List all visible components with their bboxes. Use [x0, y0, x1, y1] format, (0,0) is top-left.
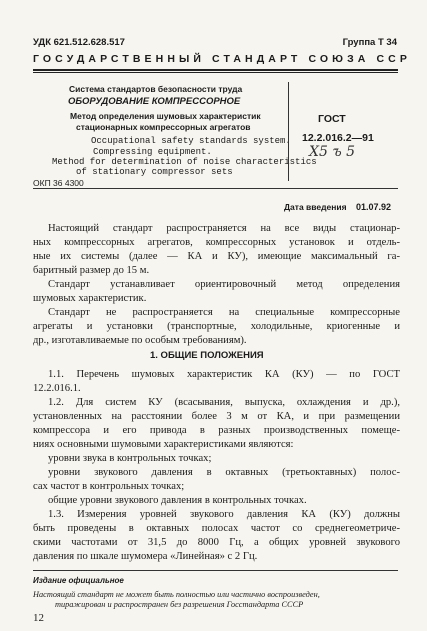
text-line: баритный размер до 15 м. [33, 265, 150, 276]
text-line: быть проведены в октавных полосах частот со среднегеометриче- [33, 523, 400, 534]
section-title: 1. ОБЩИЕ ПОЛОЖЕНИЯ [150, 350, 264, 361]
text-line: Стандарт не распространяется на специальные компрессорные [48, 307, 400, 318]
list-item: сах частот в контрольных точках; [33, 481, 185, 492]
text-line: Настоящий стандарт распространяется на все виды стационар- [48, 223, 400, 234]
udk-code: УДК 621.512.628.517 [33, 37, 125, 48]
okp-code: ОКП 36 4300 [33, 178, 84, 188]
footer-rule [33, 570, 398, 571]
list-item: уровни звука в контрольных точках; [48, 453, 212, 464]
title-block-rule [33, 188, 398, 189]
english-title-line4: of stationary compressor sets [76, 167, 233, 177]
text-line: скими частотами от 31,5 до 8000 Гц, а общих уровней звукового [33, 537, 400, 548]
text-line: 1.3. Измерения уровней звукового давления КА (КУ) должны [48, 509, 400, 520]
list-item: уровни звукового давления в октавных (третьоктавных) полос- [48, 467, 400, 478]
text-line: 12.2.016.1. [33, 383, 81, 394]
gost-label: ГОСТ [318, 113, 346, 125]
method-title-line1: Метод определения шумовых характеристик [70, 111, 261, 121]
method-title-line2: стационарных компрессорных агрегатов [76, 122, 251, 132]
handwritten-note: Х5 ъ 5 [309, 144, 356, 160]
gost-number: 12.2.016.2—91 [302, 132, 374, 144]
text-line: др., изготавливаемые по особым требованиям). [33, 335, 247, 346]
text-line: ные их системы (далее — КА и КУ), имеющие максимальный га- [33, 251, 400, 262]
group-code: Группа Т 34 [342, 37, 397, 48]
system-title: Система стандартов безопасности труда [69, 84, 243, 94]
english-title-line1: Occupational safety standards system. [91, 136, 291, 146]
text-line: ных компрессорных агрегатов, компрессорных установок и отдель- [33, 237, 400, 248]
text-line: ниях основными шумовыми характеристиками являются: [33, 439, 294, 450]
text-line: установленных на расстоянии более 3 м от КА, и при размещении [33, 411, 400, 422]
copyright-line1: Настоящий стандарт не может быть полностью или частично воспроизведен, [33, 590, 320, 599]
intro-date-label: Дата введения [284, 202, 347, 212]
text-line: давления по шкале шумомера «Линейная» с 2 Гц. [33, 551, 258, 562]
english-title-line3: Method for determination of noise characteristics [52, 157, 317, 167]
title-divider [288, 82, 289, 181]
header-rule-thin [33, 72, 398, 73]
copyright-line2: тиражирован и распространен без разрешения Госстандарта СССР [55, 600, 304, 609]
page-number: 12 [33, 612, 44, 624]
edition-note: Издание официальное [33, 576, 124, 585]
text-line: Стандарт устанавливает ориентировочный метод определения [48, 279, 400, 290]
state-standard-heading: ГОСУДАРСТВЕННЫЙ СТАНДАРТ СОЮЗА ССР [33, 53, 411, 65]
text-line: шумовых характеристик. [33, 293, 147, 304]
header-rule-thick [33, 69, 398, 71]
list-item: общие уровни звукового давления в контрольных точках. [48, 495, 307, 506]
text-line: 1.1. Перечень шумовых характеристик КА (КУ) — по ГОСТ [48, 369, 400, 380]
text-line: агрегаты и установки (транспортные, холодильные, криогенные и [33, 321, 400, 332]
intro-date-value: 01.07.92 [356, 202, 392, 212]
text-line: 1.2. Для систем КУ (всасывания, выпуска, охлаждения и др.), [48, 397, 400, 408]
equipment-title: ОБОРУДОВАНИЕ КОМПРЕССОРНОЕ [68, 96, 241, 107]
english-title-line2: Compressing equipment. [93, 147, 212, 157]
text-line: компрессора и его привода в разных производственных помеще- [33, 425, 400, 436]
